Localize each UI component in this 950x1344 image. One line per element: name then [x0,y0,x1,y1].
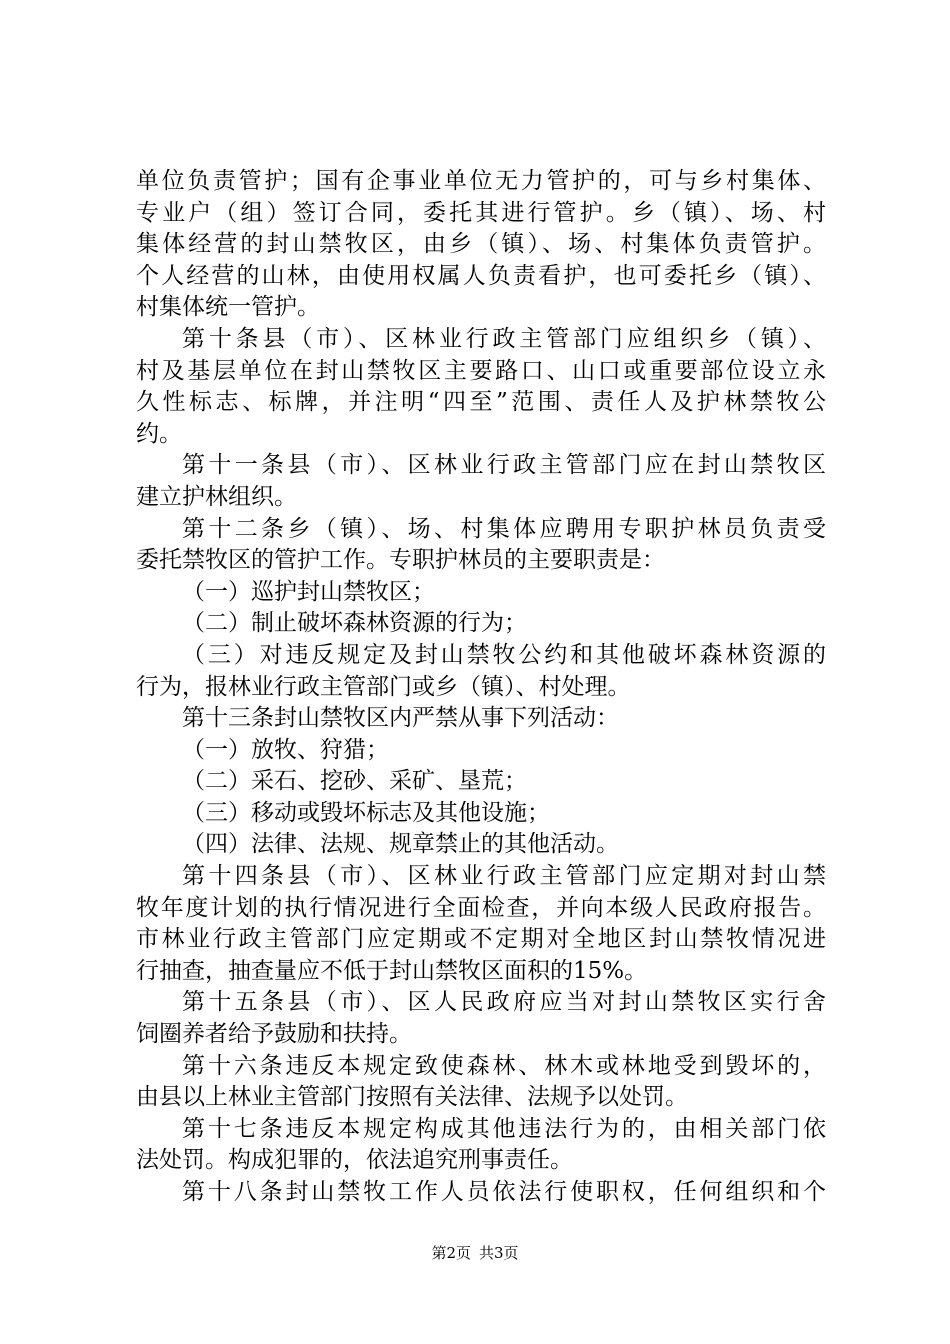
text-line: 第十条县（市）、区林业行政主管部门应组织乡（镇）、 [182,325,826,352]
text-line: 行为，报林业行政主管部门或乡（镇）、村处理。 [136,673,631,700]
page-number-current: 第2页 [431,1244,471,1262]
text-line: 第十一条县（市）、区林业行政主管部门应在封山禁牧区 [182,452,826,479]
text-line: 集体经营的封山禁牧区，由乡（镇）、场、村集体负责管护。 [136,231,826,258]
text-line: （一）巡护封山禁牧区； [182,578,435,605]
text-line: （二）制止破坏森林资源的行为； [182,610,527,637]
text-line: 约。 [136,420,182,447]
text-line: （四）法律、法规、规章禁止的其他活动。 [182,831,619,858]
text-line: 行抽查，抽查量应不低于封山禁牧区面积的15%。 [136,957,648,984]
text-line: 村及基层单位在封山禁牧区主要路口、山口或重要部位设立永 [136,357,826,384]
text-line: 第十三条封山禁牧区内严禁从事下列活动： [182,705,619,732]
text-line: 单位负责管护；国有企事业单位无力管护的，可与乡村集体、 [136,168,826,194]
text-line: 牧年度计划的执行情况进行全面检查，并向本级人民政府报告。 [136,894,826,921]
text-line: 第十六条违反本规定致使森林、林木或林地受到毁坏的， [182,1052,826,1079]
document-body [136,166,826,1209]
text-line: （一）放牧、狩猎； [182,736,389,763]
text-line: 久性标志、标牌，并注明“四至”范围、责任人及护林禁牧公 [136,389,826,416]
text-line: （二）采石、挖砂、采矿、垦荒； [182,768,527,795]
text-line: 专业户（组）签订合同，委托其进行管护。乡（镇）、场、村 [136,199,826,226]
text-line: 第十五条县（市）、区人民政府应当对封山禁牧区实行舍 [182,989,826,1016]
text-line: （三）移动或毁坏标志及其他设施； [182,799,550,826]
text-line: 村集体统一管护。 [136,294,320,321]
text-line: 由县以上林业主管部门按照有关法律、法规予以处罚。 [136,1084,688,1111]
text-line: 第十七条违反本规定构成其他违法行为的，由相关部门依 [182,1115,826,1142]
page-footer [0,1243,950,1263]
page-number-total: 共3页 [479,1244,519,1262]
text-line: 饲圈养者给予鼓励和扶持。 [136,1021,412,1048]
text-line: 第十四条县（市）、区林业行政主管部门应定期对封山禁 [182,863,826,890]
text-line: 第十八条封山禁牧工作人员依法行使职权，任何组织和个 [182,1179,826,1205]
text-line: 市林业行政主管部门应定期或不定期对全地区封山禁牧情况进 [136,926,826,953]
text-line: 法处罚。构成犯罪的，依法追究刑事责任。 [136,1147,573,1174]
text-line: 建立护林组织。 [136,483,297,510]
text-line: 个人经营的山林，由使用权属人负责看护，也可委托乡（镇）、 [136,262,826,289]
text-line: 委托禁牧区的管护工作。专职护林员的主要职责是： [136,547,665,574]
text-line: （三）对违反规定及封山禁牧公约和其他破坏森林资源的 [182,641,826,668]
text-line: 第十二条乡（镇）、场、村集体应聘用专职护林员负责受 [182,515,826,542]
